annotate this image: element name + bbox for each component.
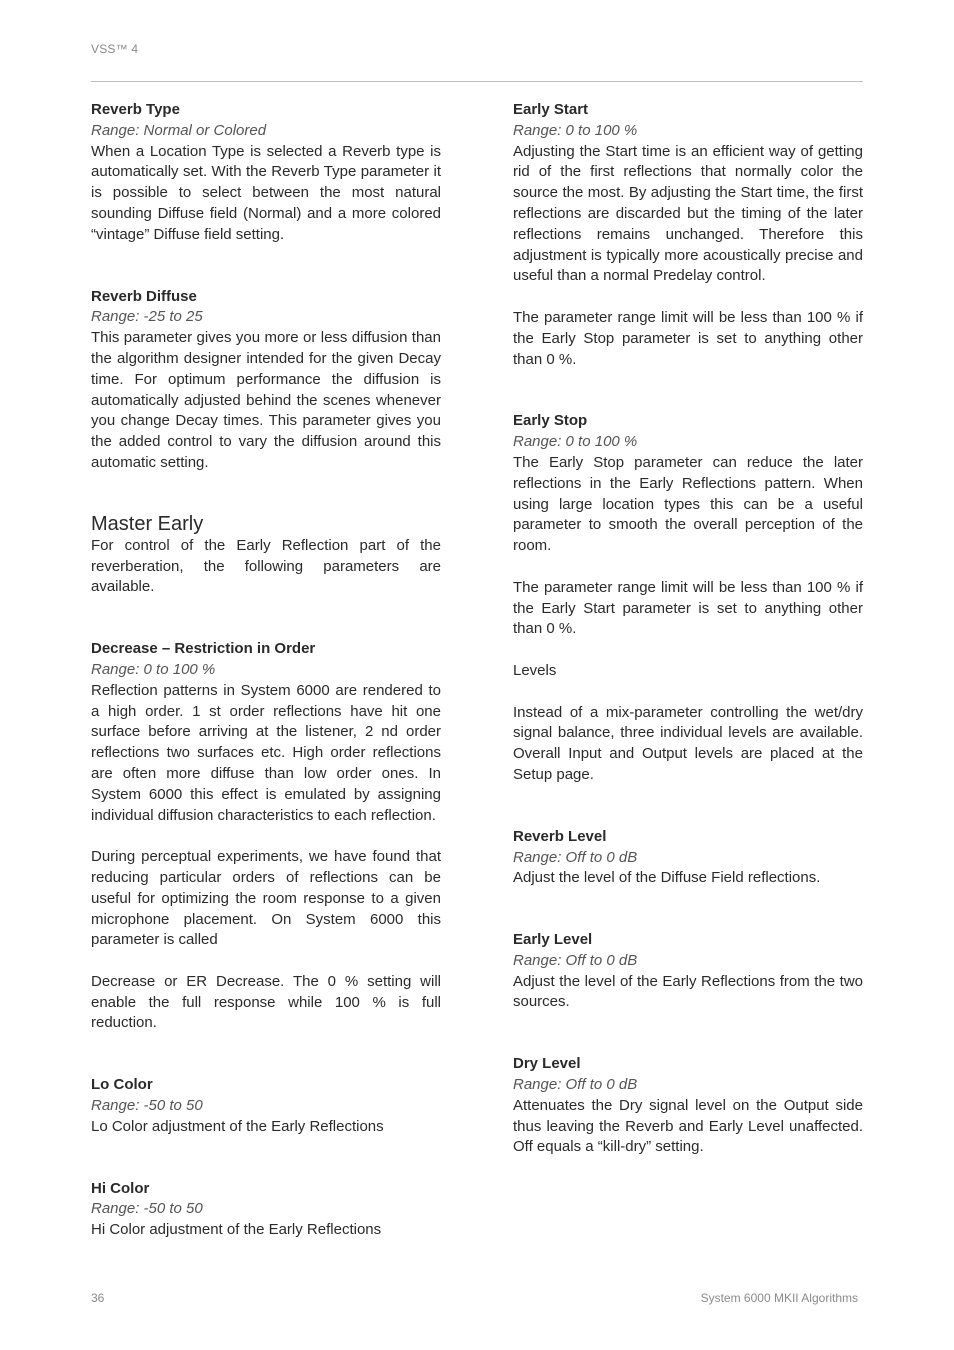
reverb-level-section xyxy=(513,827,863,889)
early-level-range: Range: Off to 0 dB xyxy=(513,951,638,969)
decrease-heading: Decrease – Restriction in Order xyxy=(91,640,316,658)
master-early-body: For control of the Early Reflection part of the reverberation, the following parameters are available. xyxy=(91,536,441,596)
dry-level-section xyxy=(513,1054,863,1158)
levels-heading: Levels xyxy=(513,661,557,679)
master-early-heading: Master Early xyxy=(91,512,204,535)
early-start-body-1: Adjusting the Start time is an efficient way of getting rid of the first reflections that normally color the source the most. By adjusting the Start time, the first reflections are discarded but the timing of the later reflections remains unchanged. Therefore this adjustment is typically more acoustically precise and useful than a normal Predelay control. xyxy=(513,142,863,285)
hi-color-range: Range: -50 to 50 xyxy=(91,1200,203,1218)
decrease-range: Range: 0 to 100 % xyxy=(91,660,216,678)
early-start-body-2: The parameter range limit will be less than 100 % if the Early Stop parameter is set to anything other than 0 %. xyxy=(513,308,863,368)
lo-color-section xyxy=(91,1075,441,1137)
running-header: VSS™ 4 xyxy=(91,42,139,56)
left-column xyxy=(91,100,441,1241)
lo-color-body: Lo Color adjustment of the Early Reflections xyxy=(91,1117,384,1135)
reverb-diffuse-heading: Reverb Diffuse xyxy=(91,287,197,305)
early-stop-heading: Early Stop xyxy=(513,412,588,430)
reverb-type-heading: Reverb Type xyxy=(91,101,180,118)
early-level-section xyxy=(513,930,863,1013)
early-level-body: Adjust the level of the Early Reflections from the two sources. xyxy=(513,972,863,1011)
dry-level-body: Attenuates the Dry signal level on the Output side thus leaving the Reverb and Early Level unaffected. Off equals a “kill-dry” setting. xyxy=(513,1096,863,1156)
header-divider xyxy=(91,81,863,82)
hi-color-body: Hi Color adjustment of the Early Reflections xyxy=(91,1221,382,1239)
reverb-level-body: Adjust the level of the Diffuse Field reflections. xyxy=(513,869,821,887)
levels-body: Instead of a mix-parameter controlling the wet/dry signal balance, three individual levels are available. Overall Input and Output levels are placed at the Setup page. xyxy=(513,703,863,783)
decrease-section xyxy=(91,639,441,1034)
early-stop-section xyxy=(513,411,863,640)
decrease-body-1: Reflection patterns in System 6000 are rendered to a high order. 1 st order reflections have hit one surface before arriving at the listener, 2 nd order reflections two surfaces etc. High order reflections are often more diffuse than low order ones. In System 6000 this effect is emulated by assigning individual diffusion characteristics to each reflection. xyxy=(91,681,441,824)
decrease-body-3: Decrease or ER Decrease. The 0 % setting will enable the full response while 100 % is full reduction. xyxy=(91,972,441,1032)
dry-level-heading: Dry Level xyxy=(513,1055,581,1073)
early-start-section xyxy=(513,100,863,370)
reverb-diffuse-range: Range: -25 to 25 xyxy=(91,308,203,326)
right-column xyxy=(513,100,863,1158)
early-stop-range: Range: 0 to 100 % xyxy=(513,433,638,451)
levels-section xyxy=(513,661,863,786)
reverb-diffuse-body: This parameter gives you more or less diffusion than the algorithm designer intended for the given Decay time. For optimum performance the diffusion is automatically adjusted behind the scenes whenever you change Decay times. This parameter gives you the added control to vary the diffusion around this automatic setting. xyxy=(91,329,441,471)
early-stop-body-1: The Early Stop parameter can reduce the later reflections in the Early Reflections pattern. When using large location types this can be a useful parameter to smooth the overall perception of the room. xyxy=(513,453,863,555)
hi-color-heading: Hi Color xyxy=(91,1179,150,1197)
reverb-type-range: Range: Normal or Colored xyxy=(91,121,267,139)
early-start-heading: Early Start xyxy=(513,101,589,118)
reverb-level-range: Range: Off to 0 dB xyxy=(513,848,638,866)
early-start-range: Range: 0 to 100 % xyxy=(513,121,638,139)
early-level-heading: Early Level xyxy=(513,931,593,949)
page-number: 36 xyxy=(91,1291,105,1305)
dry-level-range: Range: Off to 0 dB xyxy=(513,1076,638,1094)
running-footer-title: System 6000 MKII Algorithms xyxy=(700,1291,858,1305)
early-stop-body-2: The parameter range limit will be less than 100 % if the Early Start parameter is set to anything other than 0 %. xyxy=(513,578,863,638)
lo-color-heading: Lo Color xyxy=(91,1076,153,1094)
reverb-type-section xyxy=(91,100,441,246)
decrease-body-2: During perceptual experiments, we have found that reducing particular orders of reflections can be useful for optimizing the room response to a given microphone placement. On System 6000 this parameter is called xyxy=(91,848,441,949)
master-early-section xyxy=(91,512,441,598)
reverb-type-body: When a Location Type is selected a Reverb type is automatically set. With the Reverb Type parameter it is possible to select between the most natural sounding Diffuse field (Normal) and a more colored “vintage” Diffuse field setting. xyxy=(91,142,441,243)
reverb-level-heading: Reverb Level xyxy=(513,827,607,845)
lo-color-range: Range: -50 to 50 xyxy=(91,1097,203,1115)
reverb-diffuse-section xyxy=(91,287,441,474)
hi-color-section xyxy=(91,1179,441,1241)
